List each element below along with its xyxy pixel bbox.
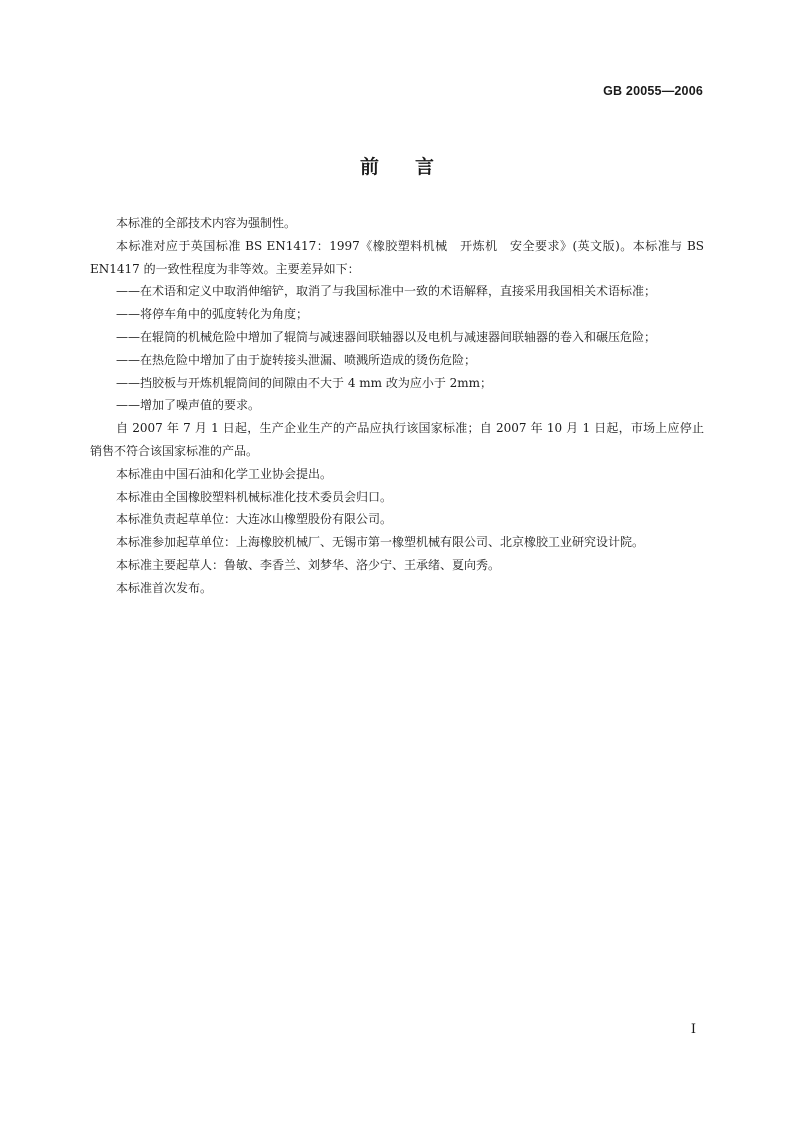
- paragraph: 本标准负责起草单位：大连冰山橡塑股份有限公司。: [116, 512, 393, 527]
- paragraph: 本标准对应于英国标准 BS EN1417：1997《橡胶塑料机械 开炼机 安全要求》(英文版)。本标准与 BS EN1417 的一致性程度为非等效。主要差异如下：: [90, 238, 704, 276]
- page-title: 前言: [359, 156, 470, 178]
- paragraph: 本标准的全部技术内容为强制性。: [116, 216, 297, 230]
- document-body: [90, 212, 704, 600]
- difference-item: ——在术语和定义中取消伸缩铲，取消了与我国标准中一致的术语解释，直接采用我国相关术语标准；: [116, 284, 657, 299]
- difference-item: ——在热危险中增加了由于旋转接头泄漏、喷溅所造成的烫伤危险；: [116, 352, 477, 367]
- paragraph: 本标准首次发布。: [116, 580, 213, 595]
- paragraph: 本标准由全国橡胶塑料机械标准化技术委员会归口。: [116, 489, 393, 504]
- difference-item: ——增加了噪声值的要求。: [116, 398, 261, 413]
- paragraph: 本标准参加起草单位：上海橡胶机械厂、无锡市第一橡塑机械有限公司、北京橡胶工业研究设计院。: [116, 535, 645, 550]
- page-number: I: [690, 1022, 696, 1037]
- standard-code: GB 20055—2006: [603, 84, 703, 98]
- difference-item: ——挡胶板与开炼机辊筒间的间隙由不大于 4 mm 改为应小于 2mm；: [116, 375, 493, 390]
- difference-item: ——将停车角中的弧度转化为角度；: [116, 307, 309, 322]
- paragraph: 自 2007 年 7 月 1 日起，生产企业生产的产品应执行该国家标准；自 2007 年 10 月 1 日起，市场上应停止销售不符合该国家标准的产品。: [90, 421, 704, 458]
- paragraph: 本标准主要起草人：鲁敏、李香兰、刘梦华、洛少宁、王承绪、夏向秀。: [116, 557, 501, 572]
- difference-item: ——在辊筒的机械危险中增加了辊筒与减速器间联轴器以及电机与减速器间联轴器的卷入和碾压危险；: [116, 329, 657, 344]
- paragraph: 本标准由中国石油和化学工业协会提出。: [116, 466, 333, 481]
